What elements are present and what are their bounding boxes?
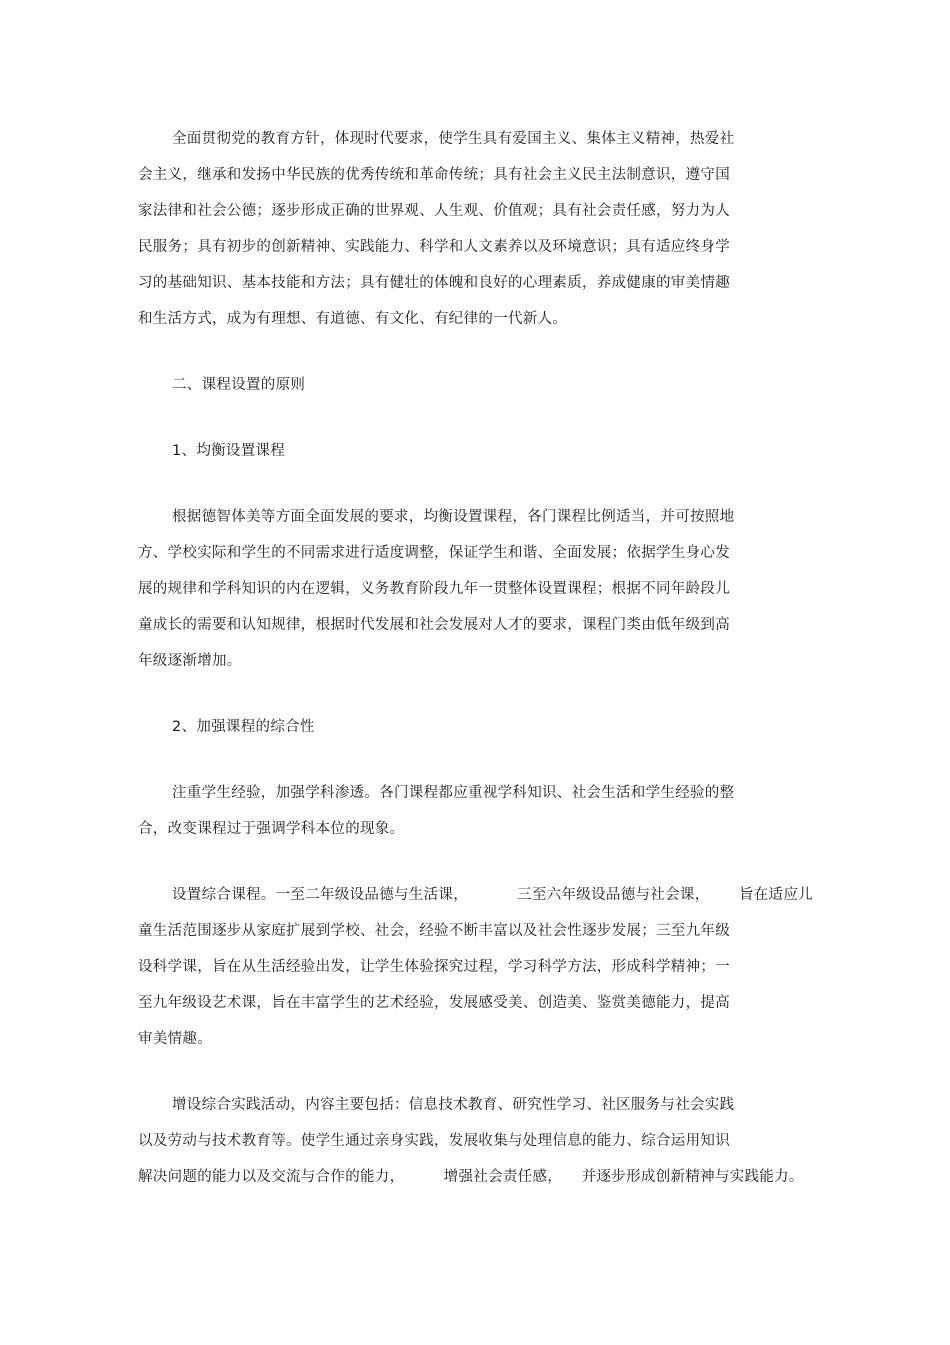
paragraph-line: 习的基础知识、基本技能和方法；具有健壮的体魄和良好的心理素质，养成健康的审美情趣 [138, 275, 730, 291]
paragraph-line: 增设综合实践活动，内容主要包括：信息技术教育、研究性学习、社区服务与社会实践 [172, 1097, 735, 1113]
paragraph-line: 展的规律和学科知识的内在逻辑，义务教育阶段九年一贯整体设置课程；根据不同年龄段儿 [138, 581, 730, 597]
subsection-heading: 1、均衡设置课程 [172, 443, 286, 459]
paragraph-line: 审美情趣。 [138, 1031, 212, 1047]
paragraph-line: 设置综合课程。一至二年级设品德与生活课， 三至六年级设品德与社会课， 旨在适应儿 [172, 887, 813, 903]
paragraph-line: 以及劳动与技术教育等。使学生通过亲身实践，发展收集与处理信息的能力、综合运用知识 [138, 1133, 730, 1149]
paragraph-line: 全面贯彻党的教育方针，体现时代要求，使学生具有爱国主义、集体主义精神，热爱社 [172, 131, 735, 147]
paragraph-line: 设科学课，旨在从生活经验出发，让学生体验探究过程，学习科学方法，形成科学精神；一 [138, 959, 730, 975]
paragraph-line: 童生活范围逐步从家庭扩展到学校、社会，经验不断丰富以及社会性逐步发展；三至九年级 [138, 923, 730, 939]
paragraph-line: 解决问题的能力以及交流与合作的能力， 增强社会责任感， 并逐步形成创新精神与实践能力。 [138, 1169, 804, 1185]
paragraph-line: 会主义，继承和发扬中华民族的优秀传统和革命传统；具有社会主义民主法制意识，遵守国 [138, 167, 730, 183]
paragraph-line: 年级逐渐增加。 [138, 653, 242, 669]
paragraph-line: 根据德智体美等方面全面发展的要求，均衡设置课程，各门课程比例适当，并可按照地 [172, 509, 735, 525]
paragraph-line: 民服务；具有初步的创新精神、实践能力、科学和人文素养以及环境意识；具有适应终身学 [138, 239, 730, 255]
paragraph-line: 合，改变课程过于强调学科本位的现象。 [138, 821, 405, 837]
paragraph-line: 注重学生经验，加强学科渗透。各门课程都应重视学科知识、社会生活和学生经验的整 [172, 785, 735, 801]
section-heading: 二、课程设置的原则 [172, 377, 306, 393]
paragraph-line: 至九年级设艺术课，旨在丰富学生的艺术经验，发展感受美、创造美、鉴赏美德能力，提高 [138, 995, 730, 1011]
paragraph-line: 和生活方式，成为有理想、有道德、有文化、有纪律的一代新人。 [138, 311, 568, 327]
paragraph-line: 方、学校实际和学生的不同需求进行适度调整，保证学生和谐、全面发展；依据学生身心发 [138, 545, 730, 561]
paragraph-line: 家法律和社会公德；逐步形成正确的世界观、人生观、价值观；具有社会责任感，努力为人 [138, 203, 730, 219]
paragraph-line: 童成长的需要和认知规律，根据时代发展和社会发展对人才的要求，课程门类由低年级到高 [138, 617, 730, 633]
subsection-heading: 2、加强课程的综合性 [172, 719, 315, 735]
